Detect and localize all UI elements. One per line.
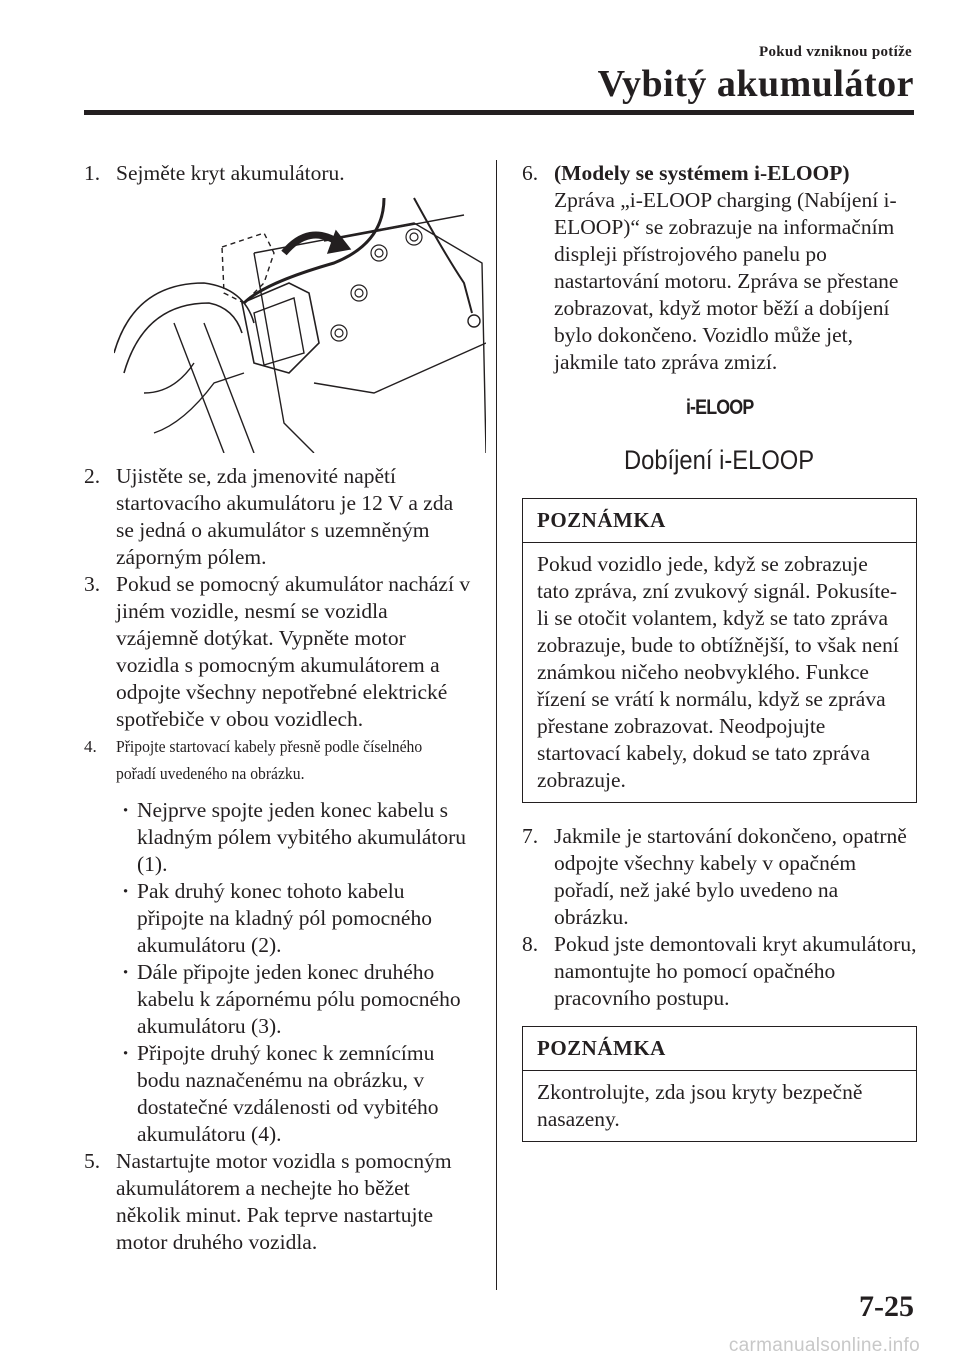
watermark: carmanualsonline.info: [728, 1335, 920, 1356]
step-4: [84, 733, 474, 787]
step-number: 8.: [522, 932, 539, 956]
step-number: 4.: [84, 737, 97, 756]
bullet-text: Dále připojte jeden konec druhého kabelu k zápornému pólu pomocného akumulátoru (3).: [137, 960, 461, 1038]
step-text: Sejměte kryt akumulátoru.: [116, 161, 345, 185]
note-box: [522, 1026, 917, 1142]
step-text: Ujistěte se, zda jmenovité napětí startovacího akumulátoru je 12 V a zda se jedná o akumulátor s uzemněným záporným pólem.: [116, 464, 454, 569]
page-title: Vybitý akumulátor: [597, 63, 914, 105]
note-text: Zkontrolujte, zda jsou kryty bezpečně nasazeny.: [537, 1080, 863, 1131]
step-number: 7.: [522, 824, 539, 848]
step-6: [522, 160, 917, 376]
connection-bullets: [116, 797, 474, 1148]
note-heading: POZNÁMKA: [523, 1027, 916, 1071]
step-text: Pokud jste demontovali kryt akumulátoru, namontujte ho pomocí opačného pracovního postupu.: [554, 932, 917, 1010]
section-label: Pokud vzniknou potíže: [758, 44, 912, 60]
step-number: 3.: [84, 572, 101, 596]
note-text: Pokud vozidlo jede, když se zobrazuje tato zpráva, zní zvukový signál. Pokusíte-li se otočit volantem, když se tato zpráva zobrazuje, bude to obtížnější, to však není známkou ničeho neobvyklého. Funkce řízení se vrátí k normálu, když se zpráva přestane zobrazovat. Neodpojujte startovací kabely, dokud se tato zpráva zobrazuje.: [537, 552, 899, 792]
step-5: [84, 1148, 474, 1256]
column-divider: [496, 160, 497, 1290]
bullet-text: Nejprve spojte jeden konec kabelu s kladným pólem vybitého akumulátoru (1).: [137, 798, 467, 876]
bullet-text: Připojte druhý konec k zemnícímu bodu naznačenému na obrázku, v dostatečné vzdálenosti od vybitého akumulátoru (4).: [137, 1041, 439, 1146]
step-text: Pokud se pomocný akumulátor nachází v jiném vozidle, nesmí se vozidla vzájemně dotýkat. Vypněte motor vozidla s pomocným akumulátorem a odpojte všechny nepotřebné elektrické spotřebiče v obou vozidlech.: [116, 572, 471, 731]
step-1: [84, 160, 474, 187]
note-heading: POZNÁMKA: [523, 499, 916, 543]
step-text: Nastartujte motor vozidla s pomocným akumulátorem a nechejte ho běžet několik minut. Pak teprve nastartujte motor druhého vozidla.: [116, 1149, 452, 1254]
cluster-display-message: [522, 394, 917, 476]
step-number: 5.: [84, 1149, 101, 1173]
step-2: [84, 463, 474, 571]
battery-cover-illustration: [114, 193, 474, 453]
step-text: Připojte startovací kabely přesně podle číselného pořadí uvedeného na obrázku.: [116, 737, 423, 783]
i-eloop-logo: i-ELOOP: [685, 396, 754, 419]
bullet-text: Pak druhý konec tohoto kabelu připojte na kladný pól pomocného akumulátoru (2).: [137, 879, 432, 957]
step-number: 6.: [522, 161, 539, 185]
list-item: [116, 1040, 474, 1148]
step-text: Jakmile je startování dokončeno, opatrně odpojte všechny kabely v opačném pořadí, než jaké bylo uvedeno na obrázku.: [554, 824, 907, 929]
right-column: [522, 160, 917, 1162]
step-text: Zpráva „i-ELOOP charging (Nabíjení i-ELOOP)“ se zobrazuje na informačním displeji přístrojového panelu po nastartování motoru. Zpráva se přestane zobrazovat, když motor běží a dobíjení bylo dokončeno. Vozidlo může jet, jakmile tato zpráva zmizí.: [554, 188, 899, 374]
list-item: [116, 797, 474, 878]
header-rule: [84, 110, 914, 115]
step-number: 1.: [84, 161, 101, 185]
charging-message: Dobíjení i-ELOOP: [624, 445, 815, 475]
list-item: [116, 878, 474, 959]
bullet-dot: [116, 959, 137, 1040]
step-content: [554, 160, 917, 376]
step-heading: (Modely se systémem i-ELOOP): [554, 161, 850, 185]
left-column: [84, 160, 474, 1256]
bullet-dot: [116, 797, 137, 878]
bullet-dot: [116, 878, 137, 959]
note-box: [522, 498, 917, 803]
bullet-dot: [116, 1040, 137, 1148]
step-3: [84, 571, 474, 733]
step-number: 2.: [84, 464, 101, 488]
list-item: [116, 959, 474, 1040]
step-7: [522, 823, 917, 931]
page-number: 7-25: [859, 1290, 914, 1323]
step-8: [522, 931, 917, 1012]
